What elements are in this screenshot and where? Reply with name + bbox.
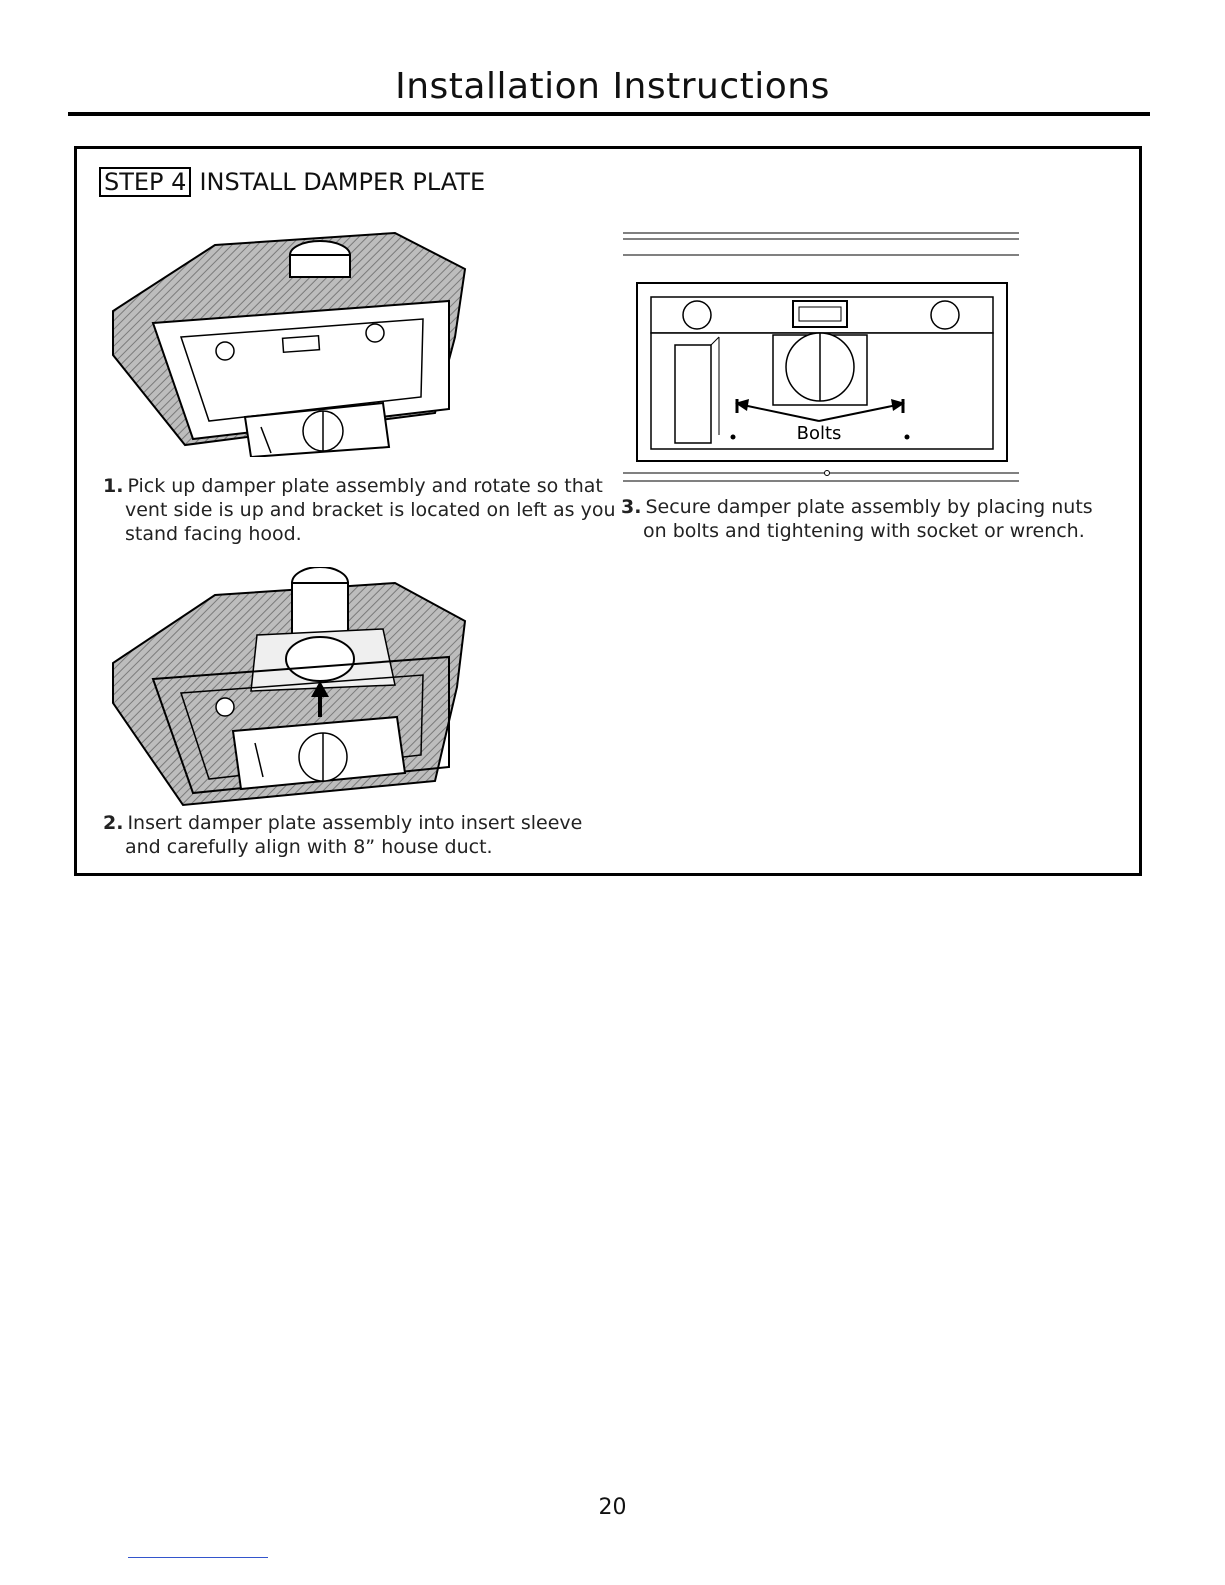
- instruction-2-line-2: and carefully align with 8” house duct.: [125, 836, 493, 858]
- page-title: Installation Instructions: [395, 66, 830, 107]
- instruction-1: [103, 474, 616, 546]
- title-rule: [68, 112, 1150, 116]
- instruction-2: [103, 811, 582, 859]
- instruction-2-line-1: Insert damper plate assembly into insert sleeve: [127, 812, 583, 834]
- page-number: 20: [598, 1495, 627, 1520]
- footer-link-underline: [128, 1557, 268, 1558]
- step-title: INSTALL DAMPER PLATE: [199, 168, 486, 196]
- instruction-1-line-3: stand facing hood.: [125, 523, 302, 545]
- instruction-1-line-2: vent side is up and bracket is located on left as you: [125, 499, 616, 521]
- instruction-2-number: 2.: [103, 812, 124, 834]
- step-box: [74, 146, 1142, 876]
- instruction-3-line-1: Secure damper plate assembly by placing nuts: [645, 496, 1093, 518]
- figure-3-bolts-front-view: [623, 227, 1021, 497]
- instruction-3: [621, 495, 1093, 543]
- step-heading: [99, 167, 485, 197]
- instruction-3-line-2: on bolts and tightening with socket or wrench.: [643, 520, 1085, 542]
- instruction-1-line-1: Pick up damper plate assembly and rotate so that: [127, 475, 603, 497]
- instruction-1-number: 1.: [103, 475, 124, 497]
- figure-1-hood-damper-plate: [105, 227, 475, 457]
- figure-2-insert-damper-plate: [105, 567, 475, 807]
- bolts-callout-label: Bolts: [796, 423, 842, 444]
- step-tag: STEP 4: [99, 167, 191, 197]
- instruction-3-number: 3.: [621, 496, 642, 518]
